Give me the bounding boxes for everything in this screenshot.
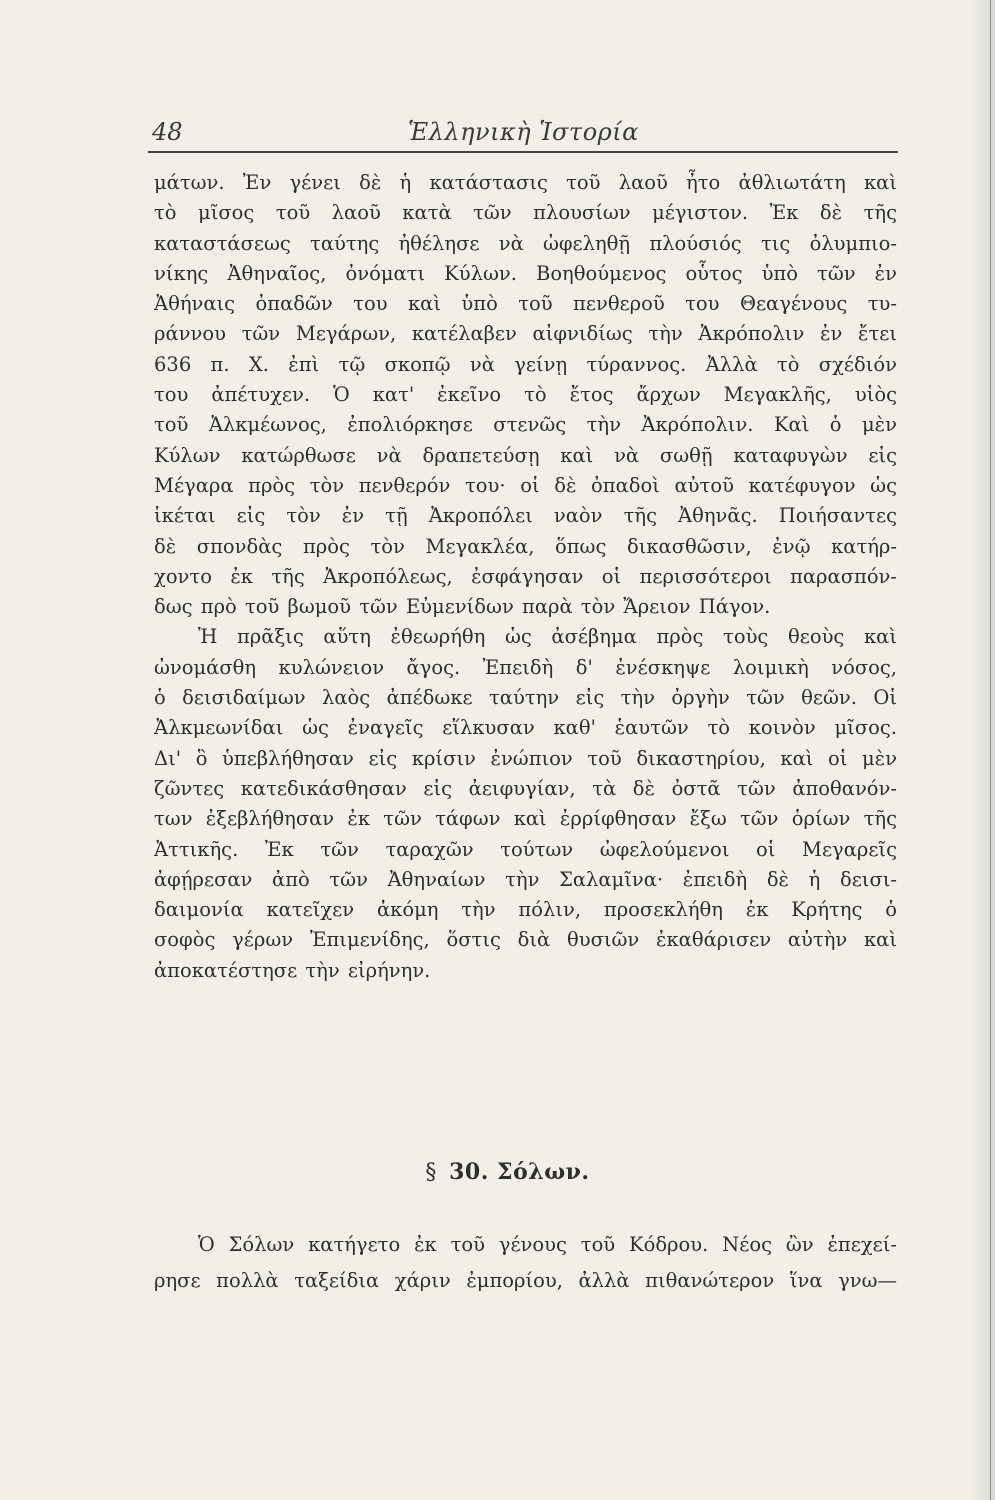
text-line: χοντο ἐκ τῆς Ἀκροπόλεως, ἐσφάγησαν οἱ περισσότεροι παρασπόν-: [154, 564, 897, 588]
text-line: του ἀπέτυχεν. Ὁ κατ' ἐκεῖνο τὸ ἔτος ἄρχων Μεγακλῆς, υἱὸς: [154, 383, 897, 407]
header-rule: [148, 151, 898, 153]
paragraph-kylon: [154, 168, 897, 622]
text-line: Ἀθήναις ὀπαδῶν του καὶ ὑπὸ τοῦ πενθεροῦ του Θεαγένους τυ-: [154, 292, 897, 316]
running-title: Ἑλληνικὴ Ἱστορία: [408, 118, 639, 146]
text-line: νίκης Ἀθηναῖος, ὀνόματι Κύλων. Βοηθούμενος οὗτος ὑπὸ τῶν ἐν: [154, 261, 897, 285]
text-line: ράννου τῶν Μεγάρων, κατέλαβεν αἰφνιδίως τὴν Ἀκρόπολιν ἐν ἔτει: [154, 322, 897, 346]
text-line: Ἡ πρᾶξις αὕτη ἐθεωρήθη ὡς ἀσέβημα πρὸς τοὺς θεοὺς καὶ: [198, 625, 897, 649]
text-line: 636 π. Χ. ἐπὶ τῷ σκοπῷ νὰ γείνῃ τύραννος. Ἀλλὰ τὸ σχέδιόν: [154, 352, 897, 376]
text-line: σοφὸς γέρων Ἐπιμενίδης, ὅστις διὰ θυσιῶν ἐκαθάρισεν αὐτὴν καὶ: [154, 928, 897, 952]
section-title: Σόλων.: [497, 1159, 590, 1185]
text-line: Ὁ Σόλων κατήγετο ἐκ τοῦ γένους τοῦ Κόδρου. Νέος ὢν ἐπεχεί-: [198, 1233, 897, 1256]
text-line: τὸ μῖσος τοῦ λαοῦ κατὰ τῶν πλουσίων μέγιστον. Ἐκ δὲ τῆς: [154, 201, 897, 225]
text-line: ἀποκατέστησε τὴν εἰρήνην.: [154, 958, 431, 982]
text-line: ζῶντες κατεδικάσθησαν εἰς ἀειφυγίαν, τὰ δὲ ὀστᾶ τῶν ἀποθανόν-: [154, 776, 897, 800]
text-line: ρησε πολλὰ ταξείδια χάριν ἐμπορίου, ἀλλὰ πιθανώτερον ἵνα γνω—: [154, 1269, 897, 1292]
section-symbol: §: [425, 1160, 437, 1185]
text-line: ὁ δεισιδαίμων λαὸς ἀπέδωκε ταύτην εἰς τὴν ὀργὴν τῶν θεῶν. Οἱ: [154, 686, 897, 710]
text-line: μάτων. Ἐν γένει δὲ ἡ κατάστασις τοῦ λαοῦ ἦτο ἀθλιωτάτη καὶ: [154, 171, 897, 194]
text-line: των ἐξεβλήθησαν ἐκ τῶν τάφων καὶ ἐρρίφθησαν ἔξω τῶν ὁρίων τῆς: [154, 807, 897, 831]
text-line: δως πρὸ τοῦ βωμοῦ τῶν Εὐμενίδων παρὰ τὸν Ἄρειον Πάγον.: [154, 595, 771, 619]
main-text: [154, 168, 897, 986]
text-line: Ἀλκμεωνίδαι ὡς ἐναγεῖς εἵλκυσαν καθ' ἑαυτῶν τὸ κοινὸν μῖσος.: [154, 716, 897, 740]
text-line: δὲ σπονδὰς πρὸς τὸν Μεγακλέα, ὅπως δικασθῶσιν, ἐνῷ κατήρ-: [154, 534, 897, 558]
text-line: καταστάσεως ταύτης ἠθέλησε νὰ ὠφεληθῇ πλούσιός τις ὀλυμπιο-: [154, 231, 897, 255]
text-line: Μέγαρα πρὸς τὸν πενθερόν του· οἱ δὲ ὀπαδοὶ αὐτοῦ κατέφυγον ὡς: [154, 473, 897, 497]
text-line: Ἀττικῆς. Ἐκ τῶν ταραχῶν τούτων ὠφελούμενοι οἱ Μεγαρεῖς: [154, 837, 897, 861]
text-line: Δι' ὃ ὑπεβλήθησαν εἰς κρίσιν ἐνώπιον τοῦ δικαστηρίου, καὶ οἱ μὲν: [154, 746, 897, 770]
text-line: Κύλων κατώρθωσε νὰ δραπετεύσῃ καὶ νὰ σωθῇ καταφυγὼν εἰς: [154, 443, 897, 467]
text-line: ἱκέται εἰς τὸν ἐν τῇ Ἀκροπόλει ναὸν τῆς Ἀθηνᾶς. Ποιήσαντες: [154, 504, 897, 528]
section-number: 30.: [449, 1159, 489, 1185]
text-line: ὠνομάσθη κυλώνειον ἄγος. Ἐπειδὴ δ' ἐνέσκηψε λοιμικὴ νόσος,: [154, 655, 897, 679]
running-header: [148, 116, 894, 152]
paragraph-solon: [154, 1227, 897, 1299]
text-line: τοῦ Ἀλκμέωνος, ἐπολιόρκησε στενῶς τὴν Ἀκρόπολιν. Καὶ ὁ μὲν: [154, 413, 897, 437]
text-line: ἀφῄρεσαν ἀπὸ τῶν Ἀθηναίων τὴν Σαλαμῖνα· ἐπειδὴ δὲ ἡ δεισι-: [154, 867, 897, 891]
text-line: δαιμονία κατεῖχεν ἀκόμη τὴν πόλιν, προσεκλήθη ἐκ Κρήτης ὁ: [154, 898, 897, 922]
page-number: 48: [152, 118, 183, 146]
paragraph-kylonian-curse: [154, 622, 897, 986]
section-heading: [0, 1159, 995, 1185]
page-edge-shadow: [990, 0, 991, 1500]
